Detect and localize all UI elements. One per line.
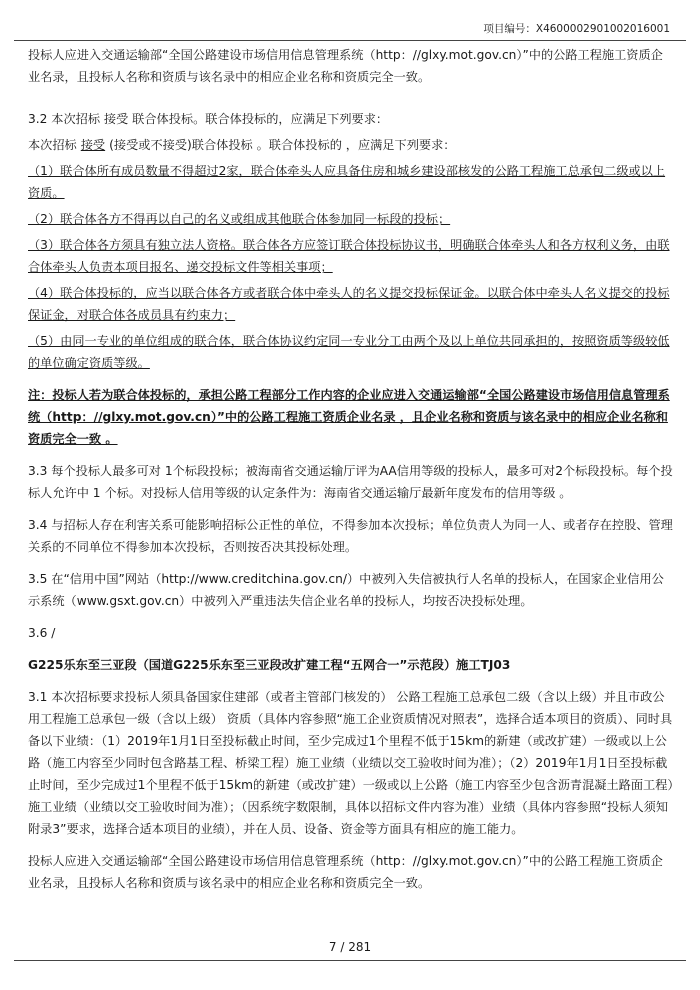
paragraph-qualification-directory-repeat: 投标人应进入交通运输部“全国公路建设市场信用信息管理系统（http：//glxy.mot.gov.cn）”中的公路工程施工资质企业名录，且投标人名称和资质与该名录中的相应企业名称和资质完全一致。 [28, 854, 663, 890]
footer-divider [14, 960, 686, 961]
section-3-4: 3.4 与招标人存在利害关系可能影响招标公正性的单位，不得参加本次投标；单位负责人为同一人、或者存在控股、管理关系的不同单位不得参加本次投标，否则按否决其投标处理。 [28, 518, 673, 554]
project-number: 项目编号：X4600002901002016001 [483, 23, 670, 35]
consortium-condition-5: （5）由同一专业的单位组成的联合体，联合体协议约定同一专业分工由两个及以上单位共同承担的，按照资质等级较低的单位确定资质等级。 [28, 334, 670, 370]
section-3-2-consortium-line [28, 134, 674, 156]
consortium-condition-4: （4）联合体投标的，应当以联合体各方或者联合体中牵头人的名义提交投标保证金。以联合体中牵头人名义提交的投标保证金，对联合体各成员具有约束力； [28, 286, 670, 322]
page-number: 7 / 281 [328, 940, 372, 954]
section-3-6: 3.6 / [28, 626, 56, 640]
consortium-line-prefix: 本次招标 [28, 138, 77, 152]
header-divider [14, 40, 686, 41]
document-body [28, 44, 674, 898]
consortium-line-suffix: (接受或不接受)联合体投标 。联合体投标的 ，应满足下列要求： [109, 138, 456, 152]
consortium-choice: 接受 [80, 138, 106, 152]
section-3-5: 3.5 在“信用中国”网站（http://www.creditchina.gov.cn/）中被列入失信被执行人名单的投标人，在国家企业信用公示系统（www.gsxt.gov.cn）中被列入严重违法失信企业名单的投标人，均按否决投标处理。 [28, 572, 664, 608]
consortium-note: 注：投标人若为联合体投标的，承担公路工程部分工作内容的企业应进入交通运输部“全国公路建设市场信用信息管理系统（http：//glxy.mot.gov.cn）”中的公路工程施工资质企业名录 ，且企业名称和资质与该名录中的相应企业名称和资质完全一致 。 [28, 388, 670, 446]
lot-section-heading: G225乐东至三亚段（国道G225乐东至三亚段改扩建工程“五网合一”示范段）施工TJ03 [28, 658, 511, 672]
consortium-condition-2: （2）联合体各方不得再以自己的名义或组成其他联合体参加同一标段的投标； [28, 212, 451, 226]
section-3-3: 3.3 每个投标人最多可对 1个标段投标；被海南省交通运输厅评为AA信用等级的投标人，最多可对2个标段投标。每个投标人允许中 1 个标。对投标人信用等级的认定条件为：海南省交通运输厅最新年度发布的信用等级 。 [28, 464, 673, 500]
consortium-condition-3: （3）联合体各方须具有独立法人资格。联合体各方应签订联合体投标协议书，明确联合体牵头人和各方权利义务，由联合体牵头人负责本项目报名、递交投标文件等相关事项； [28, 238, 670, 274]
consortium-condition-1: （1）联合体所有成员数量不得超过2家，联合体牵头人应具备住房和城乡建设部核发的公路工程施工总承包二级或以上资质。 [28, 164, 666, 200]
paragraph-qualification-directory: 投标人应进入交通运输部“全国公路建设市场信用信息管理系统（http：//glxy.mot.gov.cn）”中的公路工程施工资质企业名录，且投标人名称和资质与该名录中的相应企业名称和资质完全一致。 [28, 48, 663, 84]
section-3-2-title: 3.2 本次招标 接受 联合体投标。联合体投标的，应满足下列要求： [28, 112, 389, 126]
section-3-1-requirements: 3.1 本次招标要求投标人须具备国家住建部（或者主管部门核发的） 公路工程施工总承包二级（含以上级）并且市政公用工程施工总承包一级（含以上级） 资质（具体内容参照“施工企业资质情况对照表”，选择合适本项目的资质）、同时具备以下业绩：（1）2019年1月1日至投标截止时间，至少完成过1个里程不低于15km的新建（或改扩建）一级或以上公路（施工内容至少同时包含路基工程、桥梁工程）施工业绩（业绩以交工验收时间为准）；（2）2019年1月1日至投标截止时间，至少完成过1个里程不低于15km的新建（或改扩建）一级或以上公路（施工内容至少包含沥青混凝土路面工程）施工业绩（业绩以交工验收时间为准）；（因系统字数限制，具体以招标文件内容为准）业绩（具体内容参照“投标人须知附录3”要求，选择合适本项目的业绩），并在人员、设备、资金等方面具有相应的施工能力。 [28, 690, 674, 836]
